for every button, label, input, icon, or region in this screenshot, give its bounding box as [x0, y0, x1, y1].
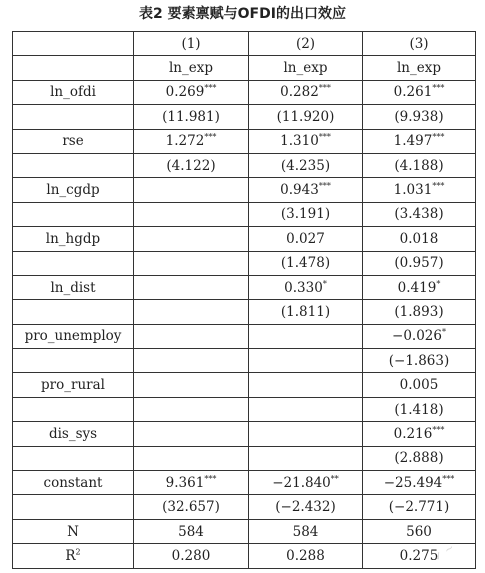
table-row	[13, 251, 476, 275]
data-cell	[134, 251, 249, 275]
table-row	[13, 446, 476, 470]
data-cell	[363, 80, 476, 104]
data-cell	[249, 397, 363, 421]
row-label	[13, 300, 134, 324]
data-cell	[363, 227, 476, 251]
data-cell	[134, 275, 249, 299]
cell-value: 1.310	[280, 133, 319, 150]
data-cell	[363, 251, 476, 275]
data-cell	[249, 105, 363, 129]
data-cell	[249, 544, 363, 568]
data-cell	[363, 275, 476, 299]
depvar-header: ln_exp	[249, 56, 363, 80]
row-label	[13, 202, 134, 226]
header-empty-cell	[13, 32, 134, 56]
data-cell	[363, 544, 476, 568]
row-label	[13, 105, 134, 129]
cell-value: 0.943	[280, 182, 319, 199]
cell-value: 0.275	[399, 547, 439, 564]
dependent-variable-row	[13, 56, 476, 80]
data-cell	[134, 129, 249, 153]
significance-stars: ***	[204, 474, 217, 484]
cell-value: 1.272	[165, 133, 205, 150]
cell-value: (0.957)	[394, 255, 444, 272]
cell-value: 0.269	[165, 84, 205, 101]
table-row	[13, 153, 476, 177]
data-cell	[249, 324, 363, 348]
data-cell	[134, 373, 249, 397]
data-cell	[134, 422, 249, 446]
significance-stars: ***	[318, 83, 331, 93]
cell-value: (11.981)	[162, 108, 220, 125]
data-cell	[363, 446, 476, 470]
table-row	[13, 275, 476, 299]
row-label: ln_ofdi	[13, 80, 134, 104]
data-cell	[249, 519, 363, 543]
row-label	[13, 153, 134, 177]
row-label: ln_cgdp	[13, 178, 134, 202]
table-row	[13, 422, 476, 446]
data-cell	[249, 471, 363, 495]
row-label	[13, 251, 134, 275]
cell-value: −25.494	[383, 474, 443, 491]
data-cell	[363, 153, 476, 177]
header-empty-cell	[13, 56, 134, 80]
table-row	[13, 349, 476, 373]
cell-value: (3.191)	[280, 206, 331, 223]
cell-value: −0.026	[392, 328, 442, 345]
data-cell	[363, 349, 476, 373]
data-cell	[249, 227, 363, 251]
column-number-row	[13, 32, 476, 56]
data-cell	[249, 251, 363, 275]
cell-value: 0.261	[393, 84, 433, 101]
table-row	[13, 397, 476, 421]
cell-value: (4.235)	[280, 157, 331, 174]
data-cell	[249, 202, 363, 226]
data-cell	[134, 153, 249, 177]
data-cell	[249, 300, 363, 324]
data-cell	[249, 129, 363, 153]
significance-stars: ***	[432, 132, 445, 142]
cell-value: 0.282	[280, 84, 319, 101]
data-cell	[363, 105, 476, 129]
cell-value: 0.288	[286, 547, 325, 564]
data-cell	[249, 349, 363, 373]
significance-stars: **	[330, 474, 339, 484]
table-row	[13, 202, 476, 226]
cell-value: (1.893)	[394, 303, 444, 320]
cell-value: 0.018	[399, 230, 439, 247]
data-cell	[363, 202, 476, 226]
significance-stars: *	[322, 279, 327, 289]
data-cell	[363, 397, 476, 421]
table-row	[13, 519, 476, 543]
table-row	[13, 227, 476, 251]
row-label: pro_unemploy	[13, 324, 134, 348]
cell-value: −21.840	[272, 474, 331, 491]
table-body	[13, 32, 476, 569]
depvar-header: ln_exp	[363, 56, 476, 80]
data-cell	[363, 324, 476, 348]
r-squared-row	[13, 544, 476, 568]
significance-stars: *	[436, 279, 441, 289]
data-cell	[134, 227, 249, 251]
data-cell	[249, 495, 363, 519]
cell-value: 584	[178, 523, 204, 540]
regression-table	[12, 31, 476, 569]
data-cell	[134, 519, 249, 543]
cell-value: (32.657)	[162, 499, 220, 516]
cell-value: 0.216	[393, 425, 433, 442]
data-cell	[363, 178, 476, 202]
data-cell	[249, 153, 363, 177]
cell-value: (4.188)	[394, 157, 444, 174]
watermark: ✓ ~	[431, 540, 457, 565]
significance-stars: ***	[432, 181, 445, 191]
data-cell	[134, 202, 249, 226]
cell-value: (1.478)	[280, 255, 331, 272]
significance-stars: ***	[442, 474, 455, 484]
data-cell	[249, 422, 363, 446]
significance-stars: ***	[432, 425, 445, 435]
data-cell	[134, 178, 249, 202]
data-cell	[363, 422, 476, 446]
row-label	[13, 349, 134, 373]
data-cell	[363, 519, 476, 543]
table-title: 表2 要素禀赋与OFDI的出口效应	[139, 6, 346, 22]
column-header: (2)	[249, 32, 363, 56]
column-header: (1)	[134, 32, 249, 56]
table-row	[13, 471, 476, 495]
data-cell	[134, 495, 249, 519]
table-row	[13, 373, 476, 397]
cell-value: (1.418)	[394, 401, 444, 418]
cell-value: (1.811)	[280, 303, 331, 320]
row-label: ln_dist	[13, 275, 134, 299]
cell-value: (11.920)	[276, 108, 335, 125]
cell-value: (−1.863)	[388, 352, 450, 369]
row-label: pro_rural	[13, 373, 134, 397]
column-header: (3)	[363, 32, 476, 56]
row-label	[13, 544, 134, 568]
data-cell	[363, 373, 476, 397]
data-cell	[134, 105, 249, 129]
cell-value: (3.438)	[394, 206, 444, 223]
significance-stars: ***	[318, 181, 331, 191]
data-cell	[363, 471, 476, 495]
significance-stars: ***	[204, 132, 217, 142]
significance-stars: *	[441, 327, 446, 337]
data-cell	[134, 300, 249, 324]
cell-value: (−2.432)	[275, 499, 336, 516]
row-label: N	[13, 519, 134, 543]
cell-value: 1.031	[393, 182, 433, 199]
cell-value: (9.938)	[394, 108, 444, 125]
cell-value: 9.361	[165, 474, 205, 491]
cell-value: 0.419	[397, 279, 437, 296]
data-cell	[249, 275, 363, 299]
r-squared-label: R	[65, 547, 76, 564]
data-cell	[134, 544, 249, 568]
row-label	[13, 397, 134, 421]
cell-value: 584	[292, 523, 319, 540]
cell-value: 0.027	[286, 230, 325, 247]
cell-value: (4.122)	[166, 157, 216, 174]
r-squared-exponent: 2	[75, 547, 81, 557]
row-label: dis_sys	[13, 422, 134, 446]
row-label	[13, 446, 134, 470]
data-cell	[134, 471, 249, 495]
table-row	[13, 178, 476, 202]
data-cell	[134, 397, 249, 421]
row-label: rse	[13, 129, 134, 153]
table-row	[13, 300, 476, 324]
table-row	[13, 129, 476, 153]
data-cell	[249, 178, 363, 202]
cell-value: 0.280	[171, 547, 211, 564]
cell-value: (2.888)	[394, 450, 444, 467]
table-row	[13, 80, 476, 104]
data-cell	[249, 446, 363, 470]
row-label: constant	[13, 471, 134, 495]
cell-value: 1.497	[393, 133, 433, 150]
row-label: ln_hgdp	[13, 227, 134, 251]
data-cell	[363, 495, 476, 519]
data-cell	[249, 80, 363, 104]
significance-stars: ***	[318, 132, 331, 142]
significance-stars: ***	[432, 83, 445, 93]
data-cell	[134, 324, 249, 348]
depvar-header: ln_exp	[134, 56, 249, 80]
row-label	[13, 495, 134, 519]
table-row	[13, 324, 476, 348]
data-cell	[249, 373, 363, 397]
data-cell	[134, 349, 249, 373]
data-cell	[134, 446, 249, 470]
data-cell	[363, 129, 476, 153]
significance-stars: ***	[204, 83, 217, 93]
table-row	[13, 495, 476, 519]
cell-value: 560	[406, 523, 432, 540]
cell-value: 0.330	[284, 279, 323, 296]
cell-value: (−2.771)	[388, 499, 450, 516]
table-row	[13, 105, 476, 129]
cell-value: 0.005	[399, 377, 439, 394]
data-cell	[363, 300, 476, 324]
data-cell	[134, 80, 249, 104]
